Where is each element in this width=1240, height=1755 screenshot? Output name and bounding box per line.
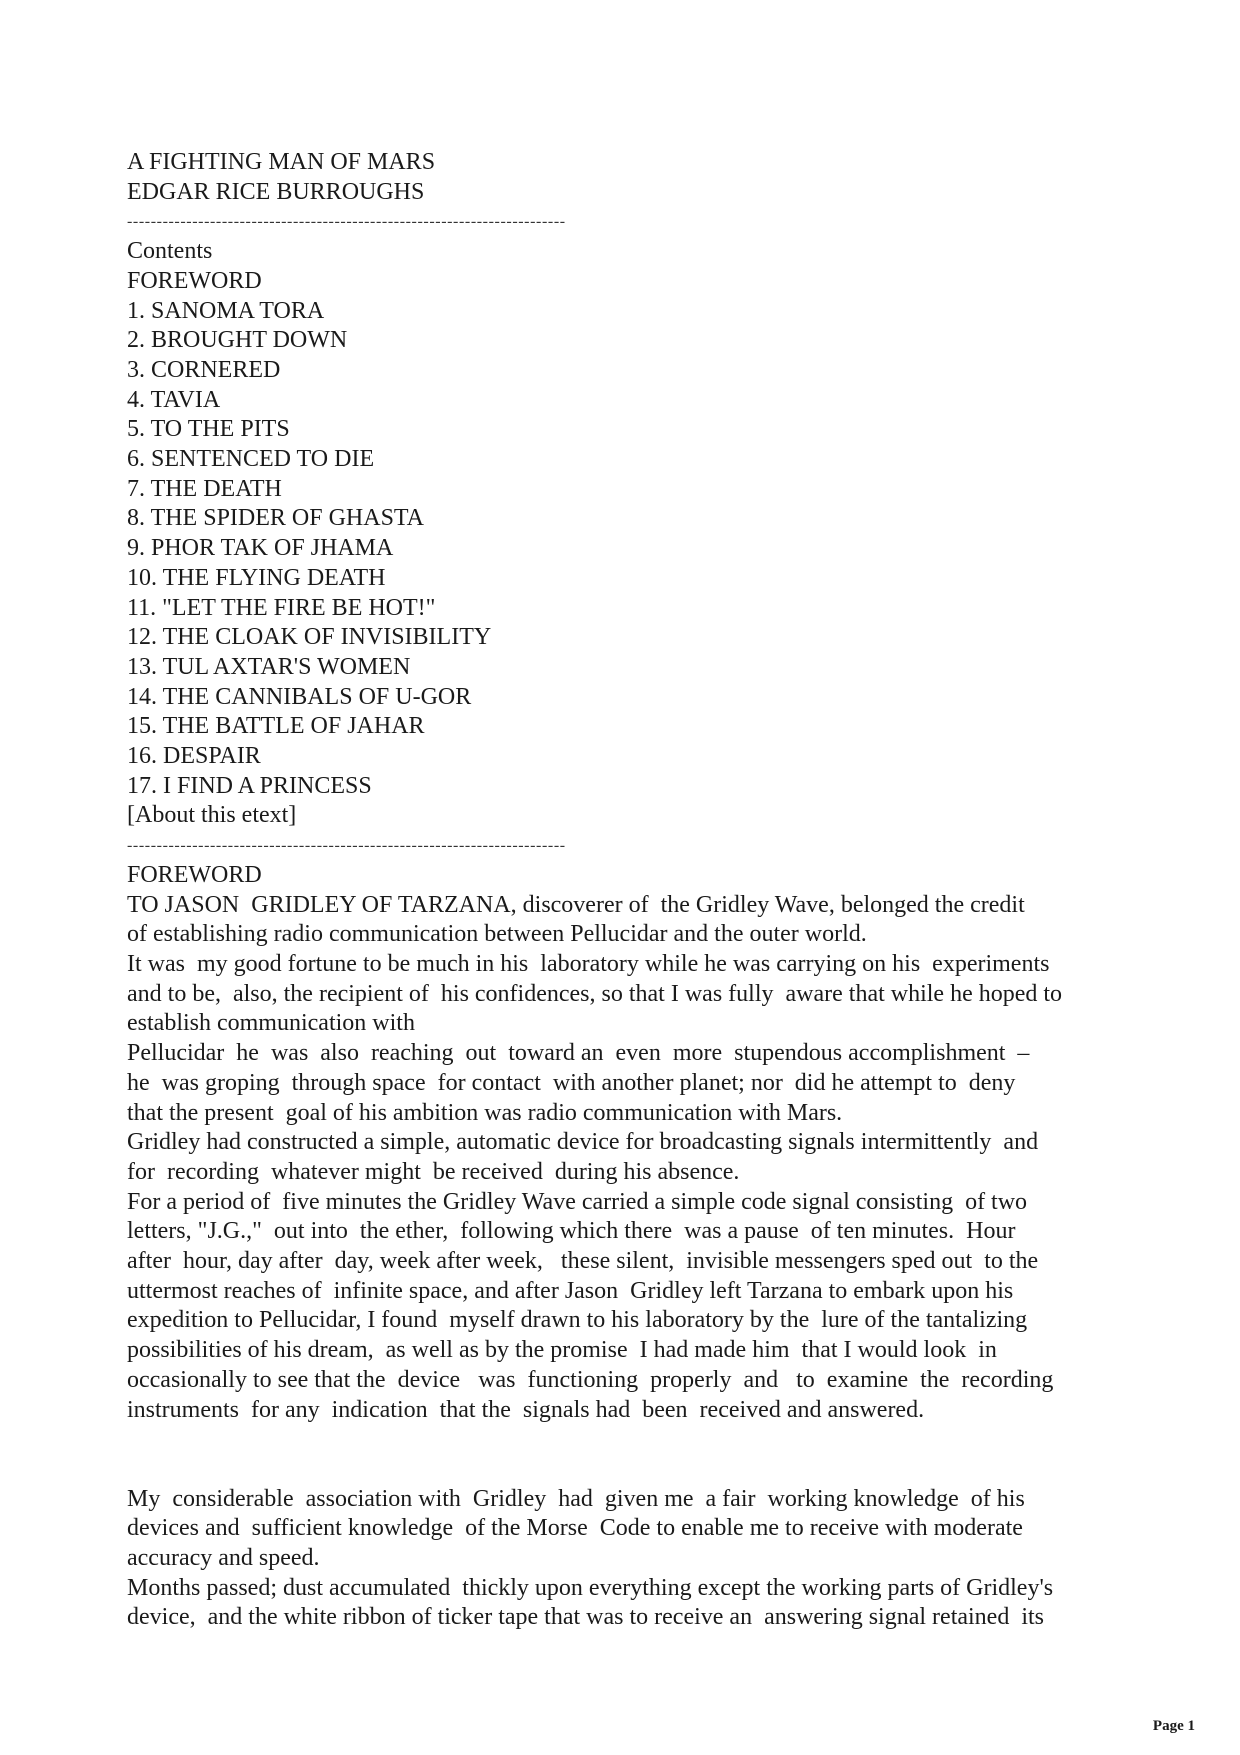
toc-item: 10. THE FLYING DEATH (127, 564, 386, 591)
toc-item: 16. DESPAIR (127, 743, 261, 770)
toc-item: 6. SENTENCED TO DIE (127, 446, 375, 473)
page-content (127, 148, 1127, 1633)
text-line: establish communication with (127, 1010, 415, 1037)
toc-item: 5. TO THE PITS (127, 416, 290, 443)
text-line: It was my good fortune to be much in his laboratory while he was carrying on his experiments (127, 950, 1050, 977)
text-line: for recording whatever might be received during his absence. (127, 1158, 740, 1185)
toc-item: 2. BROUGHT DOWN (127, 327, 348, 354)
toc-item: FOREWORD (127, 267, 262, 294)
text-line: devices and sufficient knowledge of the Morse Code to enable me to receive with moderate (127, 1515, 1023, 1542)
foreword-heading: FOREWORD (127, 861, 262, 888)
toc-item: 9. PHOR TAK OF JHAMA (127, 535, 394, 562)
paragraph-gap (127, 1425, 1127, 1484)
separator-rule: -------------------------------------------------------------------------- (127, 213, 566, 231)
text-line: he was groping through space for contact with another planet; nor did he attempt to deny (127, 1069, 1016, 1096)
toc-item: 11. "LET THE FIRE BE HOT!" (127, 594, 436, 621)
text-line: uttermost reaches of infinite space, and after Jason Gridley left Tarzana to embark upon his (127, 1277, 1014, 1304)
toc-item: 1. SANOMA TORA (127, 297, 325, 324)
text-line: instruments for any indication that the signals had been received and answered. (127, 1396, 925, 1423)
text-line: TO JASON GRIDLEY OF TARZANA, discoverer of the Gridley Wave, belonged the credit (127, 891, 1025, 918)
book-title: A FIGHTING MAN OF MARS (127, 149, 436, 175)
text-line: after hour, day after day, week after week, these silent, invisible messengers sped out to the (127, 1248, 1039, 1275)
toc-item: 17. I FIND A PRINCESS (127, 772, 372, 799)
contents-heading: Contents (127, 238, 213, 265)
toc-item: 8. THE SPIDER OF GHASTA (127, 505, 424, 532)
text-line: My considerable association with Gridley had given me a fair working knowledge of his (127, 1485, 1025, 1512)
text-line: occasionally to see that the device was functioning properly and to examine the recording (127, 1366, 1054, 1393)
table-of-contents (127, 267, 1127, 831)
text-line: possibilities of his dream, as well as by the promise I had made him that I would look in (127, 1337, 997, 1364)
text-line: device, and the white ribbon of ticker tape that was to receive an answering signal retained its (127, 1604, 1045, 1631)
text-line: that the present goal of his ambition was radio communication with Mars. (127, 1099, 843, 1126)
text-line: For a period of five minutes the Gridley Wave carried a simple code signal consisting of two (127, 1188, 1028, 1215)
text-line: Months passed; dust accumulated thickly upon everything except the working parts of Gridley's (127, 1574, 1054, 1601)
toc-item: 3. CORNERED (127, 356, 281, 383)
continuation-body (127, 1485, 1127, 1634)
toc-item: 13. TUL AXTAR'S WOMEN (127, 653, 411, 680)
text-line: accuracy and speed. (127, 1545, 320, 1572)
page-number: Page 1 (1152, 1718, 1195, 1734)
foreword-body (127, 891, 1127, 1426)
toc-item: 15. THE BATTLE OF JAHAR (127, 713, 425, 740)
text-line: Gridley had constructed a simple, automatic device for broadcasting signals intermittently and (127, 1129, 1039, 1156)
toc-item: [About this etext] (127, 802, 297, 829)
text-line: of establishing radio communication between Pellucidar and the outer world. (127, 921, 867, 948)
book-author: EDGAR RICE BURROUGHS (127, 178, 425, 205)
toc-item: 12. THE CLOAK OF INVISIBILITY (127, 624, 492, 651)
text-line: expedition to Pellucidar, I found myself drawn to his laboratory by the lure of the tantalizing (127, 1307, 1028, 1334)
text-line: letters, "J.G.," out into the ether, following which there was a pause of ten minutes. Hour (127, 1218, 1016, 1245)
toc-item: 7. THE DEATH (127, 475, 282, 502)
toc-item: 14. THE CANNIBALS OF U-GOR (127, 683, 472, 710)
text-line: and to be, also, the recipient of his confidences, so that I was fully aware that while he hoped to (127, 980, 1063, 1007)
separator-rule: -------------------------------------------------------------------------- (127, 837, 566, 855)
toc-item: 4. TAVIA (127, 386, 221, 413)
text-line: Pellucidar he was also reaching out toward an even more stupendous accomplishment – (127, 1040, 1030, 1067)
